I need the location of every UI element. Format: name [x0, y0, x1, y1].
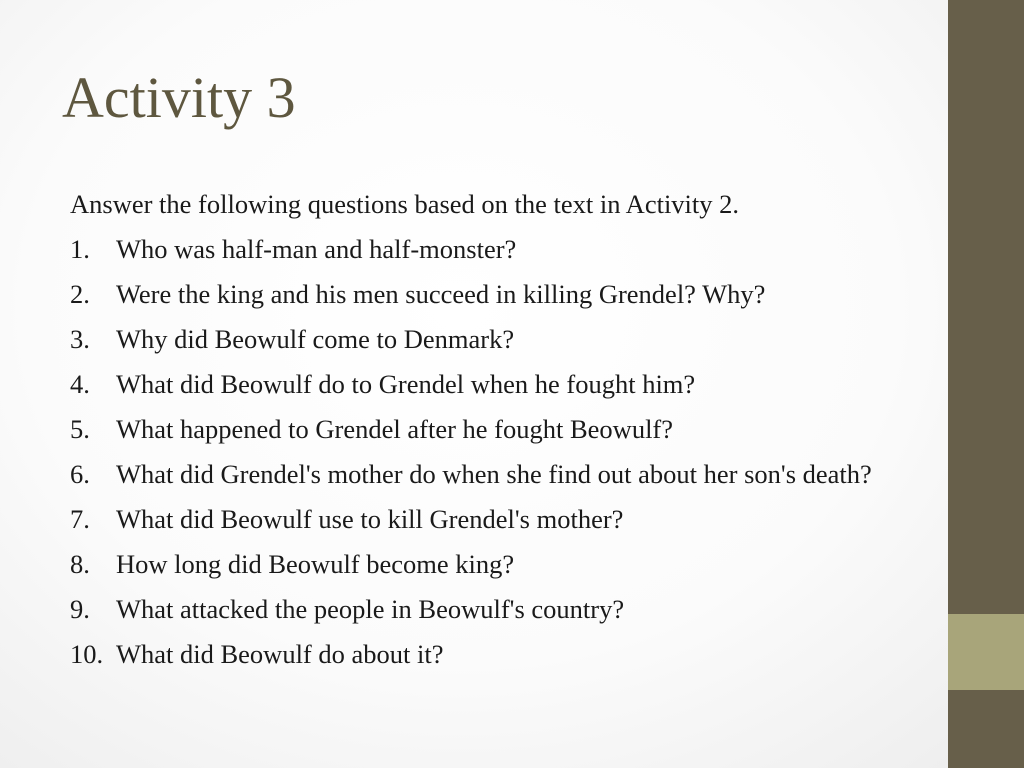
slide-title: Activity 3 [62, 65, 296, 130]
question-text: What did Beowulf do to Grendel when he fought him? [116, 369, 696, 399]
question-item [70, 456, 910, 492]
question-item [70, 231, 910, 267]
question-item [70, 546, 910, 582]
question-number: 10. [70, 639, 104, 669]
question-text: What did Beowulf use to kill Grendel's mother? [116, 504, 624, 534]
question-number: 3. [70, 324, 90, 354]
question-item [70, 636, 910, 672]
question-text: What did Grendel's mother do when she find out about her son's death? [116, 459, 872, 489]
question-number: 4. [70, 369, 90, 399]
question-item [70, 411, 910, 447]
question-list [70, 231, 910, 672]
question-number: 2. [70, 279, 90, 309]
question-number: 1. [70, 234, 90, 264]
question-number: 6. [70, 459, 90, 489]
question-text: How long did Beowulf become king? [116, 549, 515, 579]
question-number: 9. [70, 594, 90, 624]
question-text: What happened to Grendel after he fought Beowulf? [116, 414, 674, 444]
question-text: What attacked the people in Beowulf's country? [116, 594, 625, 624]
question-item [70, 591, 910, 627]
question-text: Why did Beowulf come to Denmark? [116, 324, 515, 354]
question-item [70, 276, 910, 312]
question-number: 8. [70, 549, 90, 579]
question-number: 7. [70, 504, 90, 534]
question-text: Who was half-man and half-monster? [116, 234, 517, 264]
question-item [70, 501, 910, 537]
slide-body [70, 186, 910, 681]
intro-text: Answer the following questions based on the text in Activity 2. [70, 189, 740, 219]
sidebar-accent-block [948, 614, 1024, 690]
decorative-sidebar [948, 0, 1024, 768]
question-number: 5. [70, 414, 90, 444]
question-text: What did Beowulf do about it? [116, 639, 444, 669]
question-text: Were the king and his men succeed in killing Grendel? Why? [116, 279, 766, 309]
question-item [70, 366, 910, 402]
question-item [70, 321, 910, 357]
